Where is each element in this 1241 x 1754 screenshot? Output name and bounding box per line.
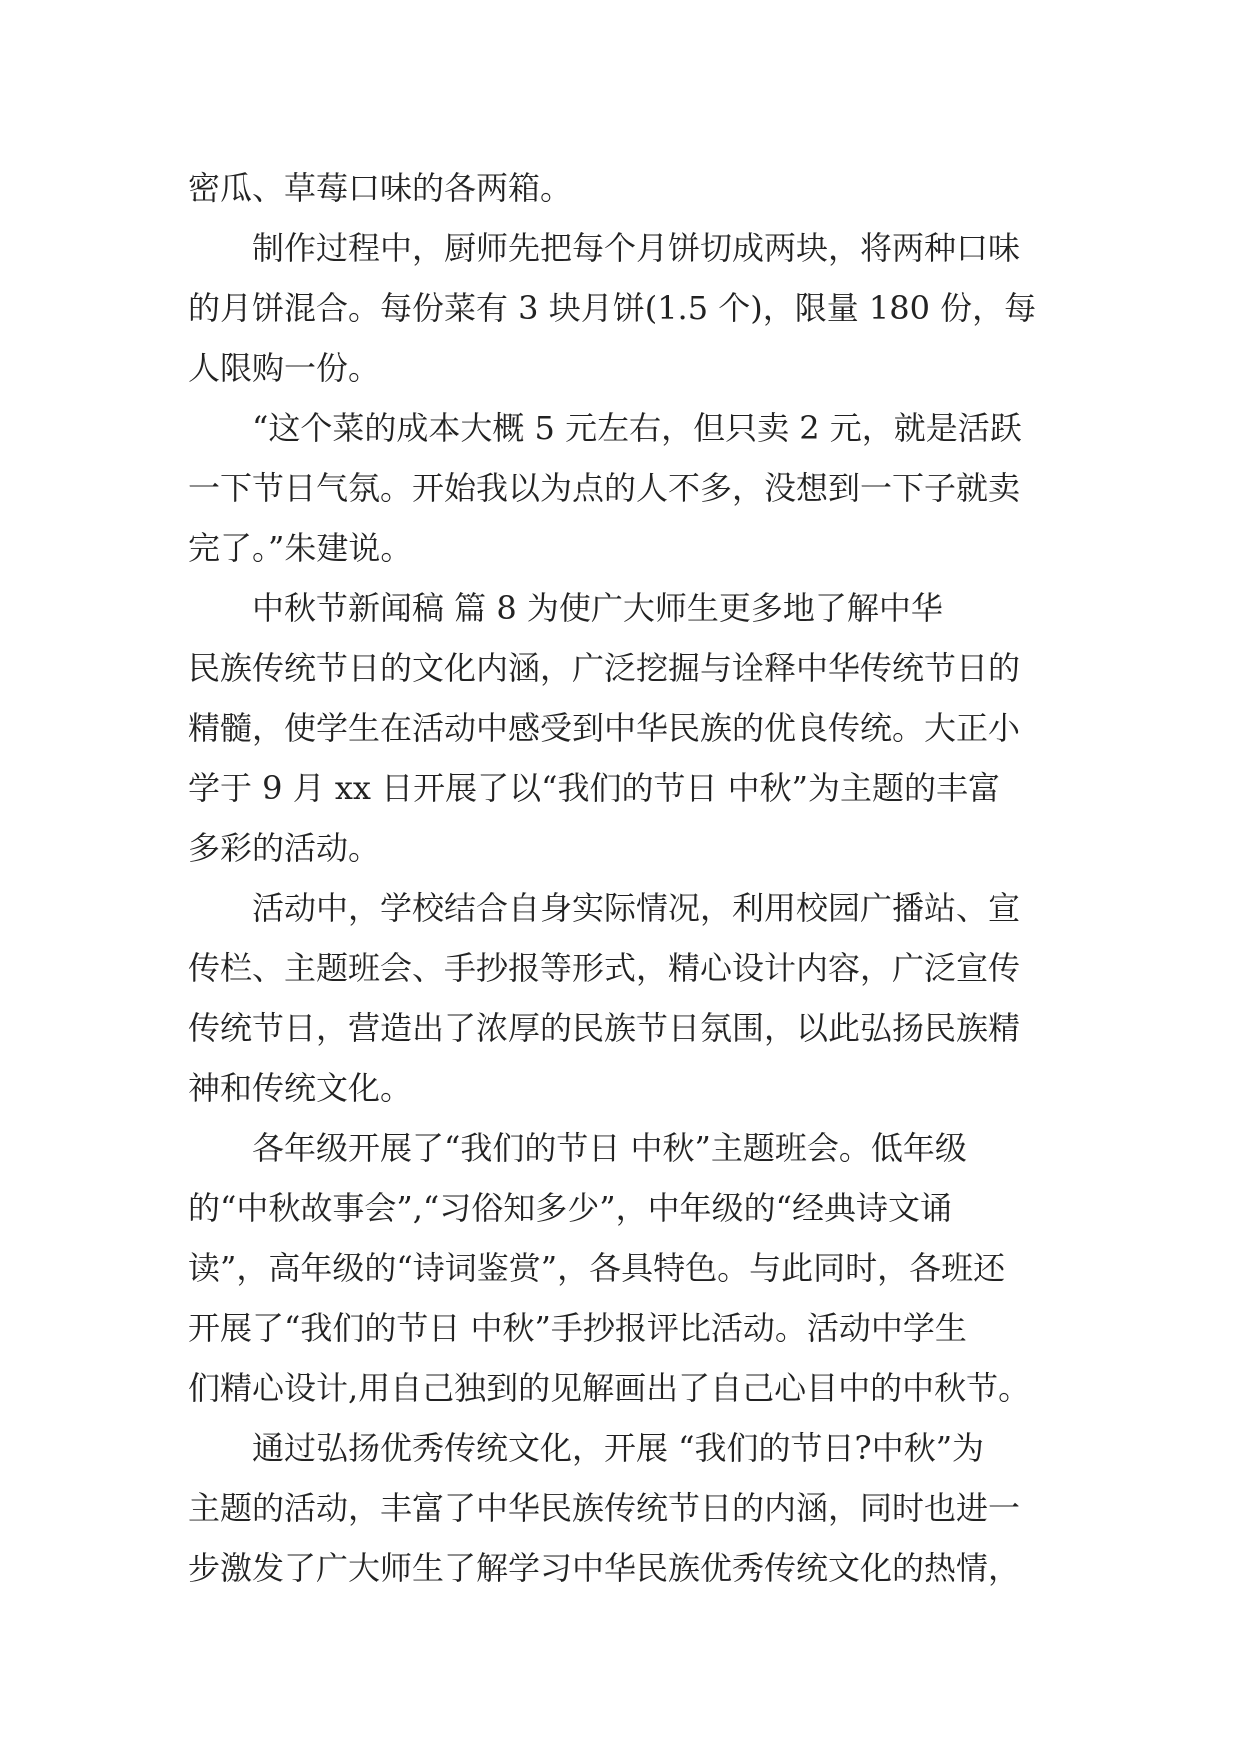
text-line: 主题的活动，丰富了中华民族传统节日的内涵，同时也进一 xyxy=(188,1489,1021,1527)
text-line: “这个菜的成本大概 5 元左右，但只卖 2 元，就是活跃 xyxy=(252,409,1022,447)
text-line: 精髓，使学生在活动中感受到中华民族的优良传统。大正小 xyxy=(188,709,1021,747)
text-line: 活动中，学校结合自身实际情况，利用校园广播站、宣 xyxy=(252,889,1021,927)
text-line: 制作过程中，厨师先把每个月饼切成两块，将两种口味 xyxy=(252,229,1021,267)
section-heading-line: 中秋节新闻稿 篇 8 为使广大师生更多地了解中华 xyxy=(252,589,943,627)
text-line: 的“中秋故事会”,“习俗知多少”，中年级的“经典诗文诵 xyxy=(188,1189,952,1227)
text-line: 的月饼混合。每份菜有 3 块月饼(1.5 个)，限量 180 份，每 xyxy=(188,289,1037,327)
text-line: 传栏、主题班会、手抄报等形式，精心设计内容，广泛宣传 xyxy=(188,949,1021,987)
text-line: 民族传统节日的文化内涵，广泛挖掘与诠释中华传统节日的 xyxy=(188,649,1021,687)
body-text xyxy=(188,158,1052,1598)
text-line: 多彩的活动。 xyxy=(188,829,381,867)
text-line: 密瓜、草莓口味的各两箱。 xyxy=(188,169,573,207)
text-line: 各年级开展了“我们的节日 中秋”主题班会。低年级 xyxy=(252,1129,967,1167)
text-line: 读”，高年级的“诗词鉴赏”，各具特色。与此同时，各班还 xyxy=(188,1249,1006,1287)
text-line: 传统节日，营造出了浓厚的民族节日氛围，以此弘扬民族精 xyxy=(188,1009,1021,1047)
text-line: 完了。”朱建说。 xyxy=(188,529,413,567)
text-line: 们精心设计,用自己独到的见解画出了自己心目中的中秋节。 xyxy=(188,1369,1031,1407)
text-line: 神和传统文化。 xyxy=(188,1069,413,1107)
text-line: 一下节日气氛。开始我以为点的人不多，没想到一下子就卖 xyxy=(188,469,1021,507)
text-line: 学于 9 月 xx 日开展了以“我们的节日 中秋”为主题的丰富 xyxy=(188,769,1001,807)
text-line: 通过弘扬优秀传统文化，开展 “我们的节日?中秋”为 xyxy=(252,1429,985,1467)
text-line: 开展了“我们的节日 中秋”手抄报评比活动。活动中学生 xyxy=(188,1309,967,1347)
text-line: 步激发了广大师生了解学习中华民族优秀传统文化的热情， xyxy=(188,1549,1021,1587)
text-line: 人限购一份。 xyxy=(188,349,381,387)
